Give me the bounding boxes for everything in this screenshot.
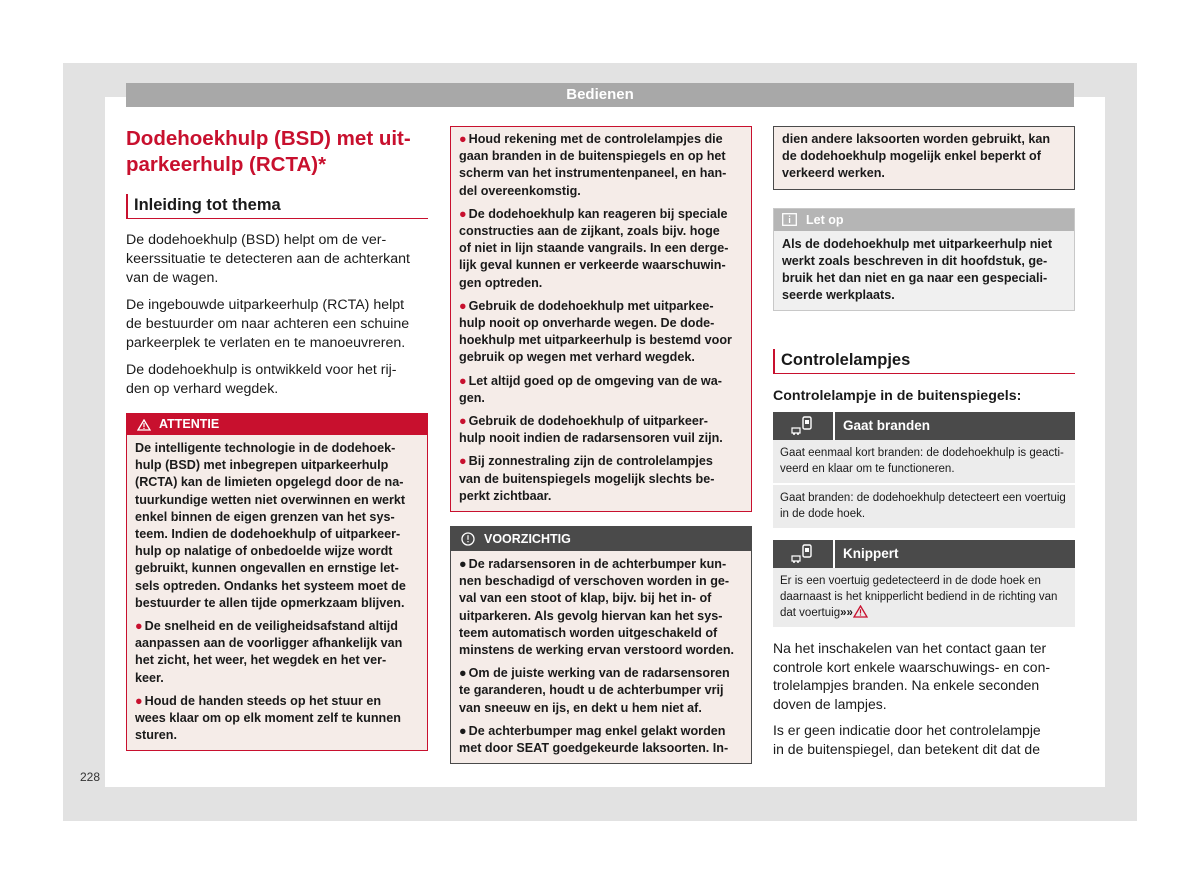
warning-box-continued <box>450 126 752 512</box>
list-item: ● Houd de handen steeds op het stuur en wees klaar om op elk moment zelf te kunnen sturen. <box>135 693 401 743</box>
section-title: Controlelampjes <box>773 349 1075 374</box>
info-circle-icon <box>461 532 475 546</box>
lamp-table-blink <box>773 540 1075 629</box>
bullet-icon: ● <box>135 619 143 634</box>
list-item: ● De achterbumper mag enkel gelakt worden met door SEAT goedgekeurde laksoorten. In- <box>459 723 729 756</box>
list-item: ● De snelheid en de veiligheidsafstand altijd aanpassen aan de voorligger afhankelijk van het zicht, het weer, het wegdek en het ver- keer. <box>135 619 403 685</box>
warning-header: ATTENTIE <box>127 414 427 435</box>
list-item: ● Bij zonnestraling zijn de controlelampjes van de buitenspiegels mogelijk slechts be- perkt zichtbaar. <box>459 454 715 503</box>
list-item: ● Houd rekening met de controlelampjes die gaan branden in de buitenspiegels en op het scherm van het instrumentenpaneel, en han- del overeenkomstig. <box>459 132 727 198</box>
blind-spot-mirror-icon <box>773 412 835 440</box>
paragraph: De dodehoekhulp is ontwikkeld voor het rij- den op verhard wegdek. <box>126 362 397 397</box>
bullet-icon: ● <box>459 723 467 738</box>
bullet-icon: ● <box>459 206 467 221</box>
info-icon <box>782 213 797 226</box>
bullet-icon: ● <box>459 298 467 313</box>
warning-body: De intelligente technologie in de dodehoek- hulp (BSD) met inbegrepen uitparkeerhulp (RCTA) kan de limieten opgelegd door de na- tuurkundige wetten niet overwinnen en werkt enkel binnen de eigen grenzen van het sys- teem. Indien de dodehoekhulp of uitparkeer- hulp op nalatige of onbedoelde wijze wordt gebruikt, kunnen ongevallen en ernstige let- sels optreden. Ondanks het systeem moet de bestuurder te allen tijde opmerkzaam blijven. ● De snelheid en de veiligheidsafstand altijd aanpassen aan de voorligger afhankelijk van het zicht, het weer, het wegdek en het ver- keer. ● Houd de handen steeds op het stuur en wees klaar om op elk moment zelf te kunnen sturen. <box>127 435 427 750</box>
warning-triangle-icon <box>137 419 151 431</box>
note-header: Let op <box>774 209 1074 231</box>
table-row: Gaat branden: de dodehoekhulp detecteert een voertuig in de dode hoek. <box>773 485 1075 530</box>
caution-body: dien andere laksoorten worden gebruikt, kan de dodehoekhulp mogelijk enkel beperkt of verkeerd werken. <box>782 132 1051 181</box>
warning-box <box>126 413 428 751</box>
column-3 <box>773 126 1075 758</box>
list-item: ● De radarsensoren in de achterbumper kun- nen beschadigd of verschoven worden in ge- val van een stoot of klap, bijv. bij het in- of uitparkeren. Als gevolg hiervan kan het sys- teem automatisch worden uitgeschakeld of minstens de werking ervan verstoord worden. <box>459 557 735 658</box>
caution-box-continued <box>773 126 1075 190</box>
bullet-icon: ● <box>459 454 467 469</box>
blind-spot-mirror-icon <box>773 540 835 568</box>
lamp-title: Knippert <box>843 546 899 562</box>
paragraph: Na het inschakelen van het contact gaan ter controle kort enkele waarschuwings- en con- trolelampjes branden. Na enkele seconden doven de lampjes. <box>773 640 1051 712</box>
paragraph: De dodehoekhulp (BSD) helpt om de ver- keerssituatie te detecteren aan de achterkant van de wagen. <box>126 232 410 286</box>
subsection-title: Controlelampje in de buitenspiegels: <box>773 388 1022 405</box>
bullet-icon: ● <box>459 132 467 146</box>
list-item: ● De dodehoekhulp kan reageren bij speciale constructies aan de zijkant, zoals bijv. hoge of niet in lijn staande vangrails. In een derge- lijk geval kunnen er verkeerde waarschuwin- gen optreden. <box>459 206 729 290</box>
table-row: Gaat eenmaal kort branden: de dodehoekhulp is geacti- veerd en klaar om te functioneren. <box>773 440 1075 485</box>
column-1 <box>126 126 428 751</box>
note-body: Als de dodehoekhulp met uitparkeerhulp niet werkt zoals beschreven in dit hoofdstuk, ge- bruik het dan niet en ga naar een gespeciali- seerde werkplaats. <box>782 236 1053 303</box>
bullet-icon: ● <box>459 414 467 429</box>
subtitle: Inleiding tot thema <box>126 194 428 219</box>
bullet-icon: ● <box>135 693 143 708</box>
page-title: Dodehoekhulp (BSD) met uit- parkeerhulp (RCTA)* <box>126 127 411 176</box>
list-item: ● Let altijd goed op de omgeving van de wa- gen. <box>459 373 722 405</box>
warning-triangle-icon <box>853 605 868 618</box>
bullet-icon: ● <box>459 666 467 681</box>
paragraph: De ingebouwde uitparkeerhulp (RCTA) helpt de bestuurder om naar achteren een schuine parkeerplek te verlaten en te manoeuvreren. <box>126 297 410 351</box>
list-item: ● Gebruik de dodehoekhulp of uitparkeer- hulp nooit indien de radarsensoren vuil zijn. <box>459 414 723 446</box>
paragraph: Is er geen indicatie door het controlelampje in de buitenspiegel, dan betekent dit dat de <box>773 722 1041 757</box>
table-row: Er is een voertuig gedetecteerd in de dode hoek en daarnaast is het knipperlicht bediend in de richting van dat voertuig»» <box>773 568 1075 629</box>
section-header: Bedienen <box>126 83 1074 107</box>
caution-box <box>450 526 752 764</box>
note-box <box>773 208 1075 312</box>
lamp-title: Gaat branden <box>843 418 931 434</box>
continue-arrows: »» <box>840 607 853 620</box>
warning-body <box>451 127 751 511</box>
lamp-table-on <box>773 412 1075 530</box>
caution-header: VOORZICHTIG <box>451 527 751 551</box>
bullet-icon: ● <box>459 373 467 388</box>
list-item: ● Gebruik de dodehoekhulp met uitparkee- hulp nooit op onverharde wegen. De dode- hoekhulp met uitparkeerhulp is bestemd voor gebruik op wegen met verhard wegdek. <box>459 298 732 365</box>
bullet-icon: ● <box>459 557 467 572</box>
list-item: ● Om de juiste werking van de radarsensoren te garanderen, houdt u de achterbumper vrij van sneeuw en ijs, en dekt u hem niet af. <box>459 666 730 715</box>
column-2 <box>450 126 752 764</box>
page-number: 228 <box>80 770 101 784</box>
caution-body <box>451 551 751 763</box>
